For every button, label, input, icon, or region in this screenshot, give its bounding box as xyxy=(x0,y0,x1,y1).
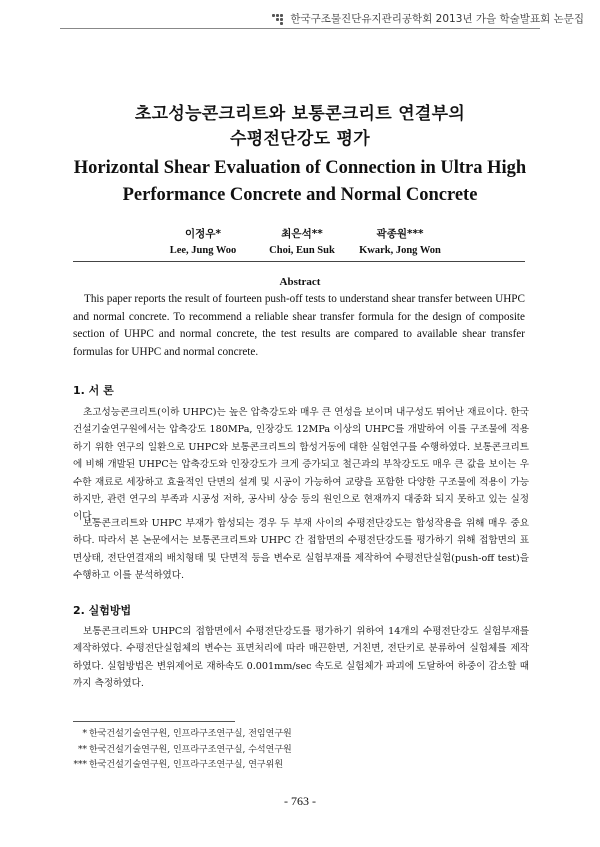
footnote-2-mark: ** xyxy=(78,744,87,755)
author-2-korean-name: 최은석** xyxy=(281,228,323,240)
section-2-paragraph-1: 보통콘크리트와 UHPC의 접합면에서 수평전단강도를 평가하기 위하여 14개의 수평전단강도 실험부재를 제작하였다. 수평전단실험체의 변수는 표면처리에 따라 매끈한면, 거친면, 전단키로 분류하여 실험체를 제작하였다. 실험방법은 변위제어로 재하속도 0.001mm/sec 속도로 실험체가 파괴에 도달하여 하중이 감소할 때까지 측정하였다. xyxy=(73,626,529,690)
footnote-divider xyxy=(73,721,235,722)
korean-title-line-1: 초고성능콘크리트와 보통콘크리트 연결부의 xyxy=(134,104,466,124)
section-1-paragraph-2: 보통콘크리트와 UHPC 부재가 합성되는 경우 두 부재 사이의 수평전단강도는 합성작용을 위해 매우 중요하다. 따라서 본 논문에서는 보통콘크리트와 UHPC 간 접합면의 수평전단강도를 평가하기 위해 접합면의 표면상태, 전단연결재의 배치형태 및 단면적 등을 변수로 실험부재를 제작하여 수평전단실험(push-off test)을 수행하고 이를 분석하였다. xyxy=(73,518,529,582)
english-title-line-1: Horizontal Shear Evaluation of Connection in Ultra High xyxy=(73,158,527,178)
author-3-english-name: Kwark, Jong Won xyxy=(359,245,441,256)
header-divider xyxy=(60,28,540,29)
footnote-3 xyxy=(73,758,373,774)
authors-divider xyxy=(73,261,525,262)
footnote-2-text: 한국건설기술연구원, 인프라구조연구실, 수석연구원 xyxy=(89,744,292,755)
section-2-title: 2. 실험방법 xyxy=(73,604,132,617)
english-title-line-2: Performance Concrete and Normal Concrete xyxy=(122,185,478,205)
korean-title-line-2: 수평전단강도 평가 xyxy=(230,129,370,149)
author-3-korean-name: 곽종원*** xyxy=(376,228,424,240)
footnote-1-text: 한국건설기술연구원, 인프라구조연구실, 전임연구원 xyxy=(89,729,292,739)
author-1-english-name: Lee, Jung Woo xyxy=(169,245,237,256)
author-3 xyxy=(320,226,480,256)
footnote-1-mark: * xyxy=(82,729,87,739)
running-header xyxy=(272,11,584,26)
proceedings-title: 한국구조물진단유지관리공학회 2013년 가을 학술발표회 논문집 xyxy=(290,13,584,25)
footnote-2 xyxy=(73,743,373,759)
page-number: - 763 - xyxy=(284,794,316,808)
footnote-3-text: 한국건설기술연구원, 인프라구조연구실, 연구위원 xyxy=(89,760,284,770)
author-2-english-name: Choi, Eun Suk xyxy=(269,245,335,256)
abstract-heading: Abstract xyxy=(279,276,321,288)
footnote-3-mark: *** xyxy=(73,760,87,770)
footnotes xyxy=(73,727,373,774)
dot-grid-icon xyxy=(272,13,286,25)
section-1-title: 1. 서 론 xyxy=(73,384,114,397)
section-1-paragraph-1: 초고성능콘크리트(이하 UHPC)는 높은 압축강도와 매우 큰 연성을 보이며 내구성도 뛰어난 재료이다. 한국건설기술연구원에서는 압축강도 180MPa, 인장강도 12MPa 이상의 UHPC를 개발하여 이를 구조물에 적용하기 위한 연구의 일환으로 UHPC와 보통콘크리트의 합성거동에 대한 실험연구를 수행하였다. 보통콘크리트에 비해 개발된 UHPC는 압축강도와 인장강도가 크게 증가되고 철근과의 부착강도도 매우 큰 값을 보이는 우수한 재료로 세장하고 효율적인 단면의 설계 및 시공이 가능하여 교량을 포함한 다양한 구조물에 적용이 가능하지만, 관련 연구의 부족과 시공성 저하, 공사비 상승 등의 원인으로 현재까지 대중화 되지 못하고 있는 실정이다. xyxy=(73,407,529,523)
author-1-korean-name: 이정우* xyxy=(185,228,221,240)
abstract-body: This paper reports the result of fourteen push-off tests to understand shear transfer between UHPC and normal concrete. To recommend a reliable shear transfer formula for the design of composite section of UHPC and normal concrete, the test results are compared to available shear transfer formulas for UHPC and normal concrete. xyxy=(73,293,525,358)
footnote-1 xyxy=(73,727,373,743)
